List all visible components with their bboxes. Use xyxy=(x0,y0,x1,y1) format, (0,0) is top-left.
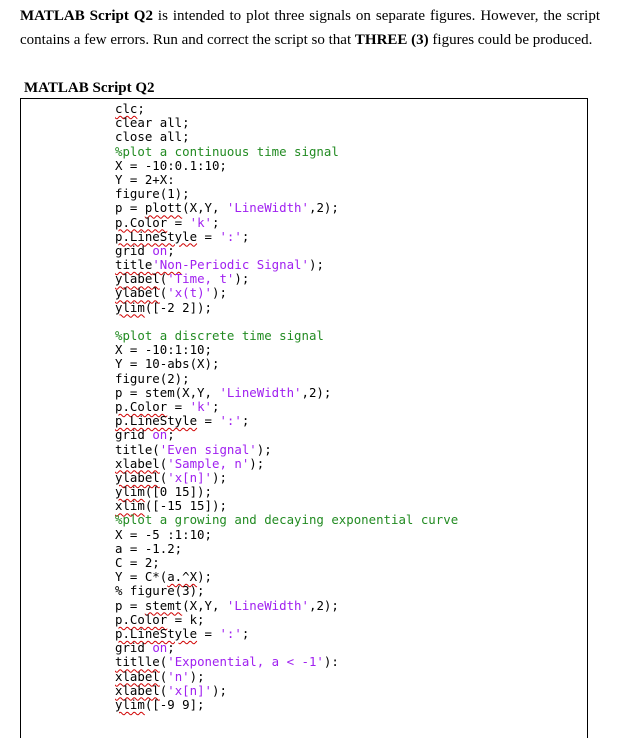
code-token: Y = C*( xyxy=(115,569,168,585)
code-token: grid xyxy=(115,427,153,443)
code-line xyxy=(115,159,458,173)
code-token: X = -5 :1:10; xyxy=(115,526,212,542)
code-token: xlabel xyxy=(115,455,160,471)
code-line xyxy=(115,400,458,414)
code-token: C = 2; xyxy=(115,555,160,570)
code-token: ([-2 2]); xyxy=(144,299,212,315)
code-line xyxy=(115,130,458,144)
code-line xyxy=(115,556,458,570)
code-string: 'n' xyxy=(167,668,190,684)
question-emphasis: THREE (3) xyxy=(354,32,429,48)
question-tail: figures could be produced. xyxy=(428,32,593,48)
question-script-name: MATLAB Script Q2 xyxy=(20,8,153,24)
code-token: ,2); xyxy=(301,384,332,400)
code-string: ':' xyxy=(219,413,242,429)
code-token: ( xyxy=(159,469,168,485)
code-line xyxy=(115,216,458,230)
code-token: ( xyxy=(159,668,168,684)
code-string: ':' xyxy=(219,625,242,641)
code-token: p.LineStyle xyxy=(115,625,198,641)
code-token: X = -10:1:10; xyxy=(115,342,212,358)
code-string: 'LineWidth' xyxy=(219,384,302,400)
code-token: ylim xyxy=(115,299,145,315)
code-line xyxy=(115,315,458,329)
code-line xyxy=(115,499,458,513)
code-token: ([0 15]); xyxy=(144,484,212,500)
code-token: Y = 2+X: xyxy=(115,171,175,187)
code-string: -Periodic Signal' xyxy=(182,257,309,273)
code-token: = xyxy=(167,214,190,230)
code-line xyxy=(115,414,458,428)
code-token: xlabel xyxy=(115,682,160,698)
code-token: = xyxy=(197,228,220,244)
code-line xyxy=(115,201,458,215)
code-token: ; xyxy=(167,242,175,258)
code-line xyxy=(115,670,458,684)
code-token: ); xyxy=(256,441,272,457)
code-line xyxy=(115,457,458,471)
code-line xyxy=(115,542,458,556)
code-token: X = -10:0.1:10; xyxy=(115,157,227,173)
code-token: ); xyxy=(234,271,250,287)
code-token: figure(1); xyxy=(115,186,190,202)
code-token: clear all; xyxy=(115,115,190,131)
code-token: xlabel xyxy=(115,668,160,684)
code-token: ; xyxy=(167,427,175,443)
code-token: p.LineStyle xyxy=(115,228,198,244)
code-token: plott xyxy=(144,200,183,216)
code-string: 'Non xyxy=(152,257,183,273)
code-line xyxy=(115,485,458,499)
code-line xyxy=(115,286,458,300)
code-token: ( xyxy=(159,654,168,670)
code-line xyxy=(115,301,458,315)
code-token: ylabel xyxy=(115,285,160,301)
code-token: ; xyxy=(241,413,250,429)
code-token: title xyxy=(115,257,153,273)
code-token: titlle xyxy=(115,654,160,670)
code-token: stemt xyxy=(144,597,183,613)
code-line xyxy=(115,698,458,712)
code-token: xlim xyxy=(115,498,145,514)
code-token: ); xyxy=(308,257,324,273)
code-line xyxy=(115,244,458,258)
code-token: ,2); xyxy=(308,597,339,613)
question-body: is intended to plot three signals on separate figures. However, the script contains a few errors. Run and correct the script so that xyxy=(20,8,600,48)
code-listing-box xyxy=(20,98,588,738)
code-line xyxy=(115,599,458,613)
code-line xyxy=(115,641,458,655)
code-token: clc xyxy=(115,101,138,116)
code-token: ( xyxy=(159,285,168,301)
code-line xyxy=(115,145,458,159)
code-token: ; xyxy=(137,101,145,116)
code-line xyxy=(115,372,458,386)
question-text xyxy=(20,4,600,52)
code-line xyxy=(115,173,458,187)
code-string: 'Exponential, a < -1' xyxy=(167,654,324,670)
code-string: ':' xyxy=(219,228,242,244)
code-comment: %plot a continuous time signal xyxy=(115,143,339,159)
code-string: 'x(t)' xyxy=(167,285,212,301)
code-token: ylabel xyxy=(115,469,160,485)
code-token: a = -1.2; xyxy=(115,540,183,556)
code-token: grid xyxy=(115,640,153,656)
code-line xyxy=(115,655,458,669)
code-token: ); xyxy=(189,668,205,684)
code-line xyxy=(115,230,458,244)
code-string: 'Time, t' xyxy=(167,271,235,287)
code-token: ; xyxy=(212,398,220,414)
code-line xyxy=(115,102,458,116)
code-string: 'x[n]' xyxy=(167,469,212,485)
code-token: ); xyxy=(212,682,227,698)
code-token: ylabel xyxy=(115,271,160,287)
code-token: ([-15 15]); xyxy=(144,498,227,514)
code-line xyxy=(115,513,458,527)
code-token: ( xyxy=(159,682,168,698)
code-string: on xyxy=(152,640,168,656)
code-token: figure(2); xyxy=(115,370,190,386)
code-token: ; xyxy=(241,625,250,641)
code-token: p = xyxy=(115,597,145,613)
code-line xyxy=(115,329,458,343)
code-token: p.Color xyxy=(115,214,168,230)
code-comment: %plot a discrete time signal xyxy=(115,328,324,343)
code-line xyxy=(115,443,458,457)
code-line xyxy=(115,584,458,598)
code-token: ); xyxy=(249,455,265,471)
code-line xyxy=(115,471,458,485)
code-token: ylim xyxy=(115,484,145,500)
code-token: = k; xyxy=(167,611,205,627)
code-token: ,2); xyxy=(308,200,339,216)
code-token: ( xyxy=(159,455,168,471)
code-token: p = stem(X,Y, xyxy=(115,384,220,400)
code-token: (X,Y, xyxy=(182,597,227,613)
code-token: ); xyxy=(212,285,227,301)
code-comment: %plot a growing and decaying exponential curve xyxy=(115,512,459,528)
code-line xyxy=(115,684,458,698)
code-token: = xyxy=(167,398,190,414)
code-line xyxy=(115,187,458,201)
code-token: ): xyxy=(323,654,339,670)
code-token: close all; xyxy=(115,129,190,145)
code-token: Y = 10-abs(X); xyxy=(115,356,220,372)
code-token: ; xyxy=(241,228,250,244)
code-token: ; xyxy=(167,640,175,656)
code-string: 'Even signal' xyxy=(159,441,257,457)
code-string: 'k' xyxy=(189,398,212,414)
code-token: a.^X xyxy=(167,569,198,585)
code-line xyxy=(115,613,458,627)
code-line xyxy=(115,386,458,400)
code-string: 'x[n]' xyxy=(167,682,212,698)
code-line xyxy=(115,343,458,357)
code-line xyxy=(115,528,458,542)
code-line xyxy=(115,627,458,641)
code-token: p.Color xyxy=(115,398,168,414)
code-token: (X,Y, xyxy=(182,200,227,216)
code-line xyxy=(115,357,458,371)
code-token: p.Color xyxy=(115,611,168,627)
code-token: = xyxy=(197,625,220,641)
code-line xyxy=(115,258,458,272)
code-line xyxy=(115,570,458,584)
code-string: 'LineWidth' xyxy=(226,200,309,216)
code-token: ylim xyxy=(115,696,145,712)
code-token: p.LineStyle xyxy=(115,413,198,429)
code-token: ( xyxy=(159,271,168,287)
code-line xyxy=(115,428,458,442)
code-string: on xyxy=(152,242,168,258)
code-token: ([-9 9]; xyxy=(144,696,205,712)
code-token: title( xyxy=(115,441,160,457)
code-string: on xyxy=(152,427,168,443)
code-token: grid xyxy=(115,242,153,258)
code-string: 'k' xyxy=(189,214,212,230)
code-string: 'Sample, n' xyxy=(167,455,250,471)
code-token: % figure(3); xyxy=(115,583,205,599)
script-title: MATLAB Script Q2 xyxy=(24,80,155,96)
code-listing xyxy=(115,102,458,712)
code-token: ); xyxy=(212,469,227,485)
code-line xyxy=(115,272,458,286)
code-token: = xyxy=(197,413,220,429)
code-string: 'LineWidth' xyxy=(226,597,309,613)
code-token: ; xyxy=(212,214,220,230)
code-token: ); xyxy=(197,569,212,585)
code-line xyxy=(115,116,458,130)
code-token: p = xyxy=(115,200,145,216)
